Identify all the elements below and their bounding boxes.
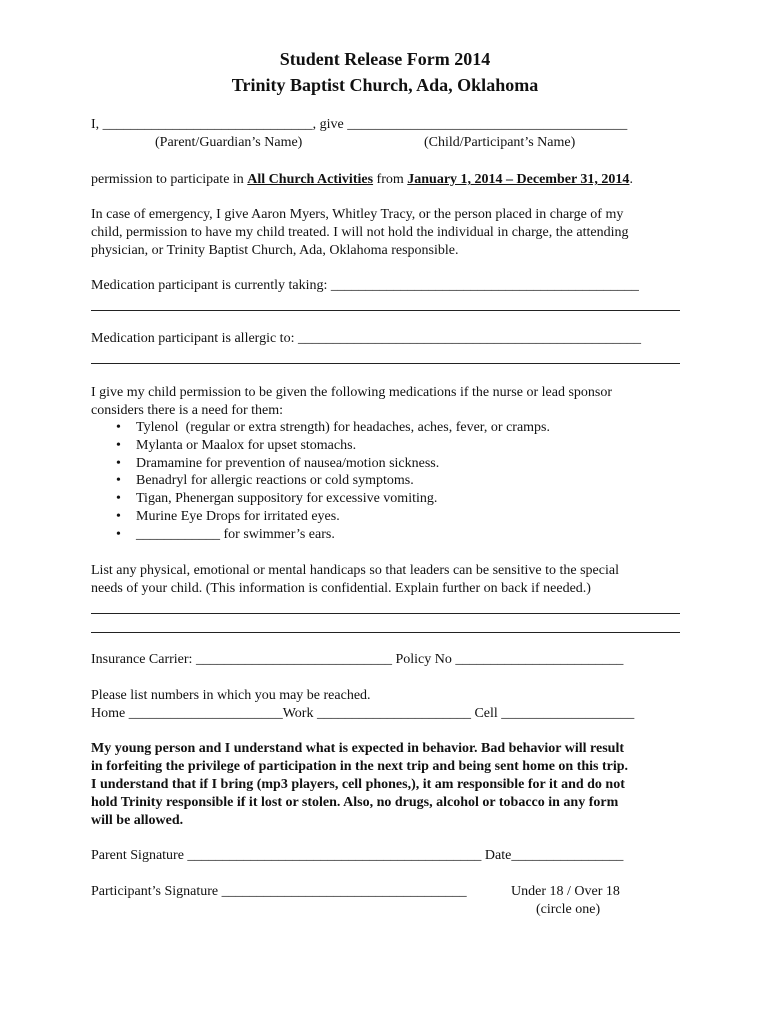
circle-one-note: (circle one) [536,902,601,917]
bullet-icon: • [116,508,121,524]
medication-allergic-extra-line[interactable] [91,363,680,364]
bullet-icon: • [116,491,121,507]
age-choice[interactable]: Under 18 / Over 18 [511,884,620,899]
child-name-caption: (Child/Participant’s Name) [424,135,576,150]
permission-prefix: permission to participate in [91,172,248,187]
bullet-icon: • [116,455,121,471]
behavior-line-3: I understand that if I bring (mp3 players, cell phones,), it am responsible for it and do not [91,777,625,792]
insurance-field[interactable]: Insurance Carrier: ____________________________ Policy No ________________________ [91,652,624,667]
list-item: • Mylanta or Maalox for upset stomachs. [116,437,357,453]
bullet-icon: • [116,526,121,542]
behavior-line-2: in forfeiting the privilege of participation in the next trip and being sent home on this trip. [91,759,629,774]
permission-statement [91,171,633,189]
activities-label: All Church Activities [247,172,374,187]
handicaps-line-1: List any physical, emotional or mental handicaps so that leaders can be sensitive to the special [91,563,619,578]
behavior-line-1: My young person and I understand what is expected in behavior. Bad behavior will result [91,741,624,756]
participant-signature-field[interactable]: Participant’s Signature ___________________________________ [91,884,467,899]
emergency-line-2: child, permission to have my child treated. I will not hold the individual in charge, the attending [91,225,629,240]
parent-signature-field[interactable]: Parent Signature __________________________________________ Date________________ [91,848,624,863]
form-title: Student Release Form 2014 [279,49,491,69]
list-item: • Benadryl for allergic reactions or cold symptoms. [116,473,414,489]
permission-suffix: . [629,172,633,187]
behavior-line-4: hold Trinity responsible if it lost or stolen. Also, no drugs, alcohol or tobacco in any form [91,795,619,810]
contact-instructions: Please list numbers in which you may be reached. [91,688,371,703]
parent-name-caption: (Parent/Guardian’s Name) [155,135,303,150]
date-range: January 1, 2014 – December 31, 2014 [407,172,630,187]
bullet-icon: • [116,473,121,489]
medication-taking-extra-line[interactable] [91,310,680,311]
meds-permission-line-2: considers there is a need for them: [91,403,284,418]
list-item: • Tylenol (regular or extra strength) for headaches, aches, fever, or cramps. [116,420,550,435]
permission-middle: from [373,172,408,187]
emergency-line-3: physician, or Trinity Baptist Church, Ada, Oklahoma responsible. [91,243,459,258]
form-subtitle: Trinity Baptist Church, Ada, Oklahoma [231,75,539,95]
emergency-line-1: In case of emergency, I give Aaron Myers, Whitley Tracy, or the person placed in charge of my [91,207,624,222]
list-item: • Tigan, Phenergan suppository for excessive vomiting. [116,491,438,507]
phone-numbers-field[interactable]: Home ______________________Work ______________________ Cell ___________________ [91,706,635,721]
handicaps-answer-line-1[interactable] [91,613,680,614]
bullet-icon: • [116,420,121,435]
guardian-child-line[interactable]: I, ______________________________, give ________________________________________ [91,117,628,132]
list-item: • Dramamine for prevention of nausea/motion sickness. [116,455,440,471]
handicaps-answer-line-2[interactable] [91,632,680,633]
medication-taking-field[interactable]: Medication participant is currently taking: ____________________________________________ [91,278,639,293]
bullet-icon: • [116,437,121,453]
list-item: • Murine Eye Drops for irritated eyes. [116,508,340,524]
meds-permission-line-1: I give my child permission to be given the following medications if the nurse or lead sponsor [91,385,613,400]
handicaps-line-2: needs of your child. (This information is confidential. Explain further on back if needed.) [91,581,591,596]
medication-list [116,419,550,544]
behavior-line-5: will be allowed. [91,813,184,828]
list-item[interactable]: • ____________ for swimmer’s ears. [116,526,335,542]
medication-allergic-field[interactable]: Medication participant is allergic to: _________________________________________________ [91,331,641,346]
